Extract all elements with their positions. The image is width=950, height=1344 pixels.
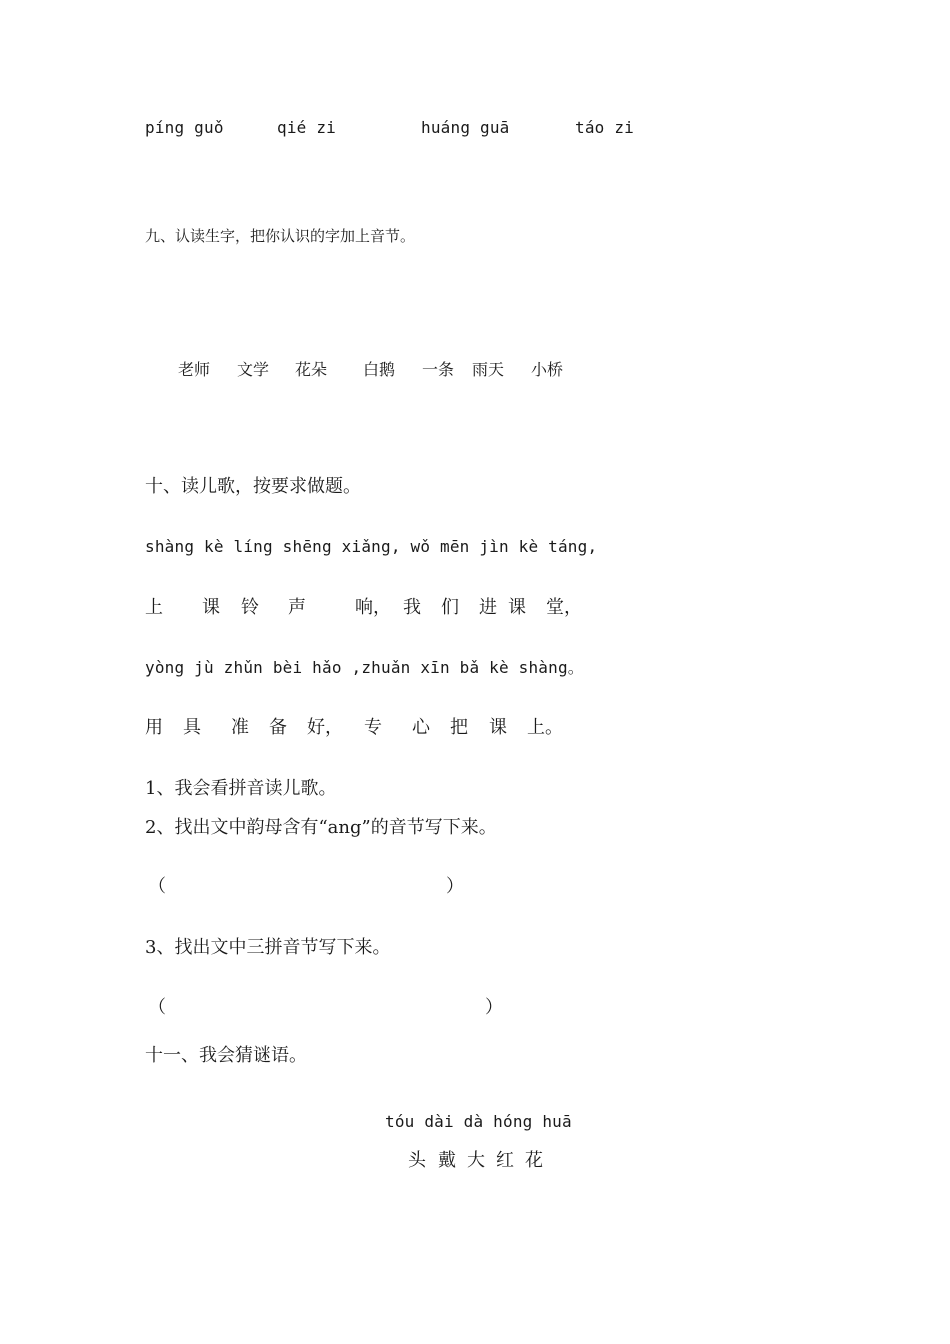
word-item: 花朵 [295, 360, 328, 379]
word-item: 白鹅 [363, 360, 396, 379]
question-1: 1、我会看拼音读儿歌。 [145, 778, 337, 799]
section-11-title: 十一、我会猜谜语。 [145, 1045, 307, 1066]
poem-char: 课 [202, 597, 220, 618]
poem-char: 具 [183, 717, 201, 738]
pinyin-pingguo: píng guǒ [145, 118, 224, 137]
poem-char: 课 [508, 597, 526, 618]
poem-line-1-pinyin: shàng kè líng shēng xiǎng, wǒ mēn jìn kè táng, [145, 537, 598, 556]
poem-char: 课 [489, 717, 507, 738]
poem-char: 备 [269, 717, 287, 738]
poem-char: 进 [479, 597, 497, 618]
word-item: 一条 [422, 360, 455, 379]
poem-char: 把 [450, 717, 468, 738]
pinyin-huanggua: huáng guā [421, 118, 510, 137]
answer-blank-close: ） [485, 997, 503, 1018]
riddle-char: 红 [496, 1150, 514, 1171]
answer-blank-open: （ [148, 876, 166, 897]
riddle-char: 大 [467, 1150, 485, 1171]
riddle-char: 花 [525, 1150, 543, 1171]
word-item: 文学 [237, 360, 270, 379]
poem-char: 好， [307, 717, 343, 738]
poem-char: 铃 [241, 597, 259, 618]
poem-char: 响， [355, 597, 391, 618]
poem-char: 心 [412, 717, 430, 738]
riddle-char: 头 [408, 1150, 426, 1171]
section-9-title: 九、认读生字，把你认识的字加上音节。 [145, 227, 416, 245]
answer-blank-open: （ [148, 997, 166, 1018]
poem-line-2-pinyin: yòng jù zhǔn bèi hǎo ,zhuǎn xīn bǎ kè shàng。 [145, 658, 585, 677]
section-10-title: 十、读儿歌，按要求做题。 [145, 476, 361, 497]
question-3: 3、找出文中三拼音节写下来。 [145, 937, 391, 958]
answer-blank-close: ） [446, 876, 464, 897]
poem-char: 用 [145, 717, 163, 738]
poem-char: 专 [364, 717, 382, 738]
poem-char: 上 [145, 597, 163, 618]
word-item: 小桥 [531, 360, 564, 379]
pinyin-qiezi: qié zi [277, 118, 336, 137]
poem-char: 准 [231, 717, 249, 738]
poem-char: 声 [288, 597, 306, 618]
pinyin-taozi: táo zi [575, 118, 634, 137]
poem-char: 上。 [527, 717, 563, 738]
poem-char: 我 [403, 597, 421, 618]
question-2: 2、找出文中韵母含有“ang”的音节写下来。 [145, 817, 497, 838]
riddle-char: 戴 [438, 1150, 456, 1171]
poem-char: 们 [441, 597, 459, 618]
poem-char: 堂， [546, 597, 582, 618]
word-item: 老师 [178, 360, 211, 379]
riddle-pinyin: tóu dài dà hóng huā [385, 1112, 572, 1131]
word-item: 雨天 [472, 360, 505, 379]
